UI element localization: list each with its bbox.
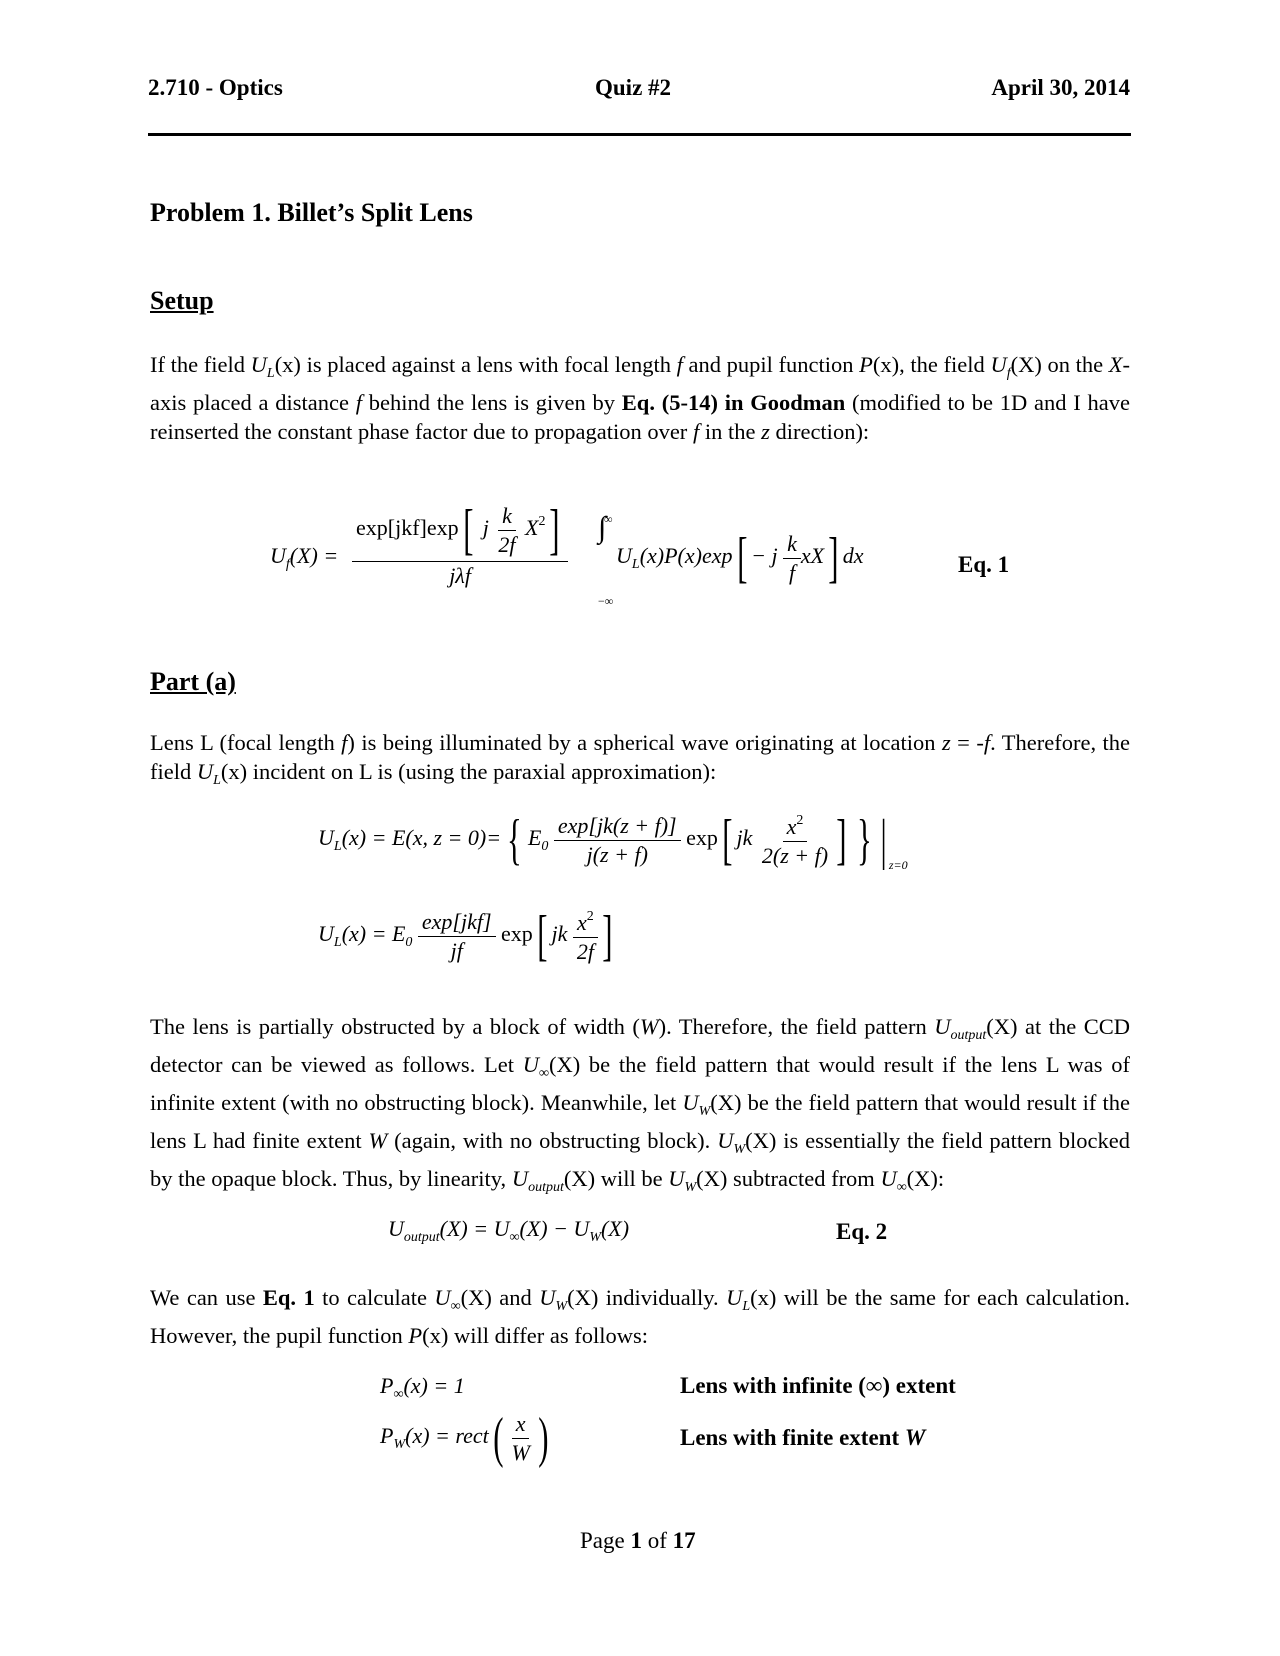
eq1-fraction: exp[jkf]exp[ j $\frac{k}{2f}$ $X^2$] jλf	[352, 502, 568, 587]
part-a-heading: Part (a)	[150, 667, 236, 696]
setup-heading: Setup	[150, 286, 214, 315]
integral-upper-limit: ∞	[604, 512, 613, 526]
pupil-paragraph: We can use Eq. 1 to calculate $U_\infty(X)$ and $U_W(X)$ individually. $U_L(x)$ will be the same for each calculation. However, the pupil function P(x) will differ as follows:	[150, 1285, 1130, 1348]
eq1-lhs: $U_f(X)$ =	[270, 543, 339, 572]
eq2-label: Eq. 2	[836, 1219, 888, 1244]
ul-equation-2: $U_L(x) = E_0$ $\frac{\text{exp[jkf]}}{jf}$ exp[ jk $\frac{x^2}{2f}$ ]	[318, 905, 613, 967]
course-name: 2.710 - Optics	[148, 75, 283, 100]
pupil-finite-desc: Lens with finite extent W	[680, 1425, 926, 1450]
page-number: Page 1 of 17	[580, 1528, 696, 1553]
pupil-infinite-desc: Lens with infinite (∞) extent	[680, 1373, 956, 1398]
quiz-number: Quiz #2	[595, 75, 672, 100]
eq1-integrand: $U_L(x)P(x)\exp[ - j$ $\frac{k}{f}$ xX] dx	[616, 527, 864, 589]
quiz-date: April 30, 2014	[991, 75, 1130, 100]
obstruction-paragraph: The lens is partially obstructed by a block of width (W). Therefore, the field pattern $U_{output}(X)$ at the CCD detector can be viewed as follows. Let $U_\infty(X)$ be the field pattern that would result if the lens L was of infinite extent (with no obstructing block). Meanwhile, let $U_W(X)$ be the field pattern that would result if the lens L had finite extent W (again, with no obstructing block). $U_W(X)$ is essentially the field pattern blocked by the opaque block. Thus, by linearity, $U_{output}(X)$ will be $U_W(X)$ subtracted from $U_\infty(X)$:	[150, 1014, 1130, 1195]
part-a-paragraph: Lens L (focal length f) is being illuminated by a spherical wave originating at location z = -f. Therefore, the field $U_L(x)$ incident on L is (using the paraxial approximation):	[150, 730, 1131, 788]
eq2: $U_{output}(X) = U_\infty(X) - U_W(X)$	[388, 1216, 630, 1245]
header-rule	[148, 133, 1131, 136]
setup-paragraph: If the field $U_L(x)$ is placed against a lens with focal length f and pupil function P(x), the field $U_f(X)$ on the X-axis placed a distance f behind the lens is given by Eq. (5-14) in Goodman (modified to be 1D and I have reinserted the constant phase factor due to propagation over f in the z direction):	[150, 352, 1130, 444]
problem-title: Problem 1. Billet’s Split Lens	[150, 198, 473, 227]
ul-equation-1: $U_L(x) = E(x$, z = 0)= { $E_0$ $\frac{\exp[jk(z + f)]}{j(z + f)}$ exp[ jk $\frac{x^2}{2(z + f)}$ ] } | $_{z=0}$	[318, 809, 908, 873]
pupil-finite: $P_W(x)$ = rect( $\frac{x}{W}$ )	[380, 1407, 549, 1469]
integral-sign: ∫	[598, 511, 607, 544]
integral-lower-limit: −∞	[598, 594, 614, 608]
pupil-infinite: $P_\infty(x) = 1$	[380, 1373, 465, 1402]
eq1-label: Eq. 1	[958, 552, 1010, 577]
